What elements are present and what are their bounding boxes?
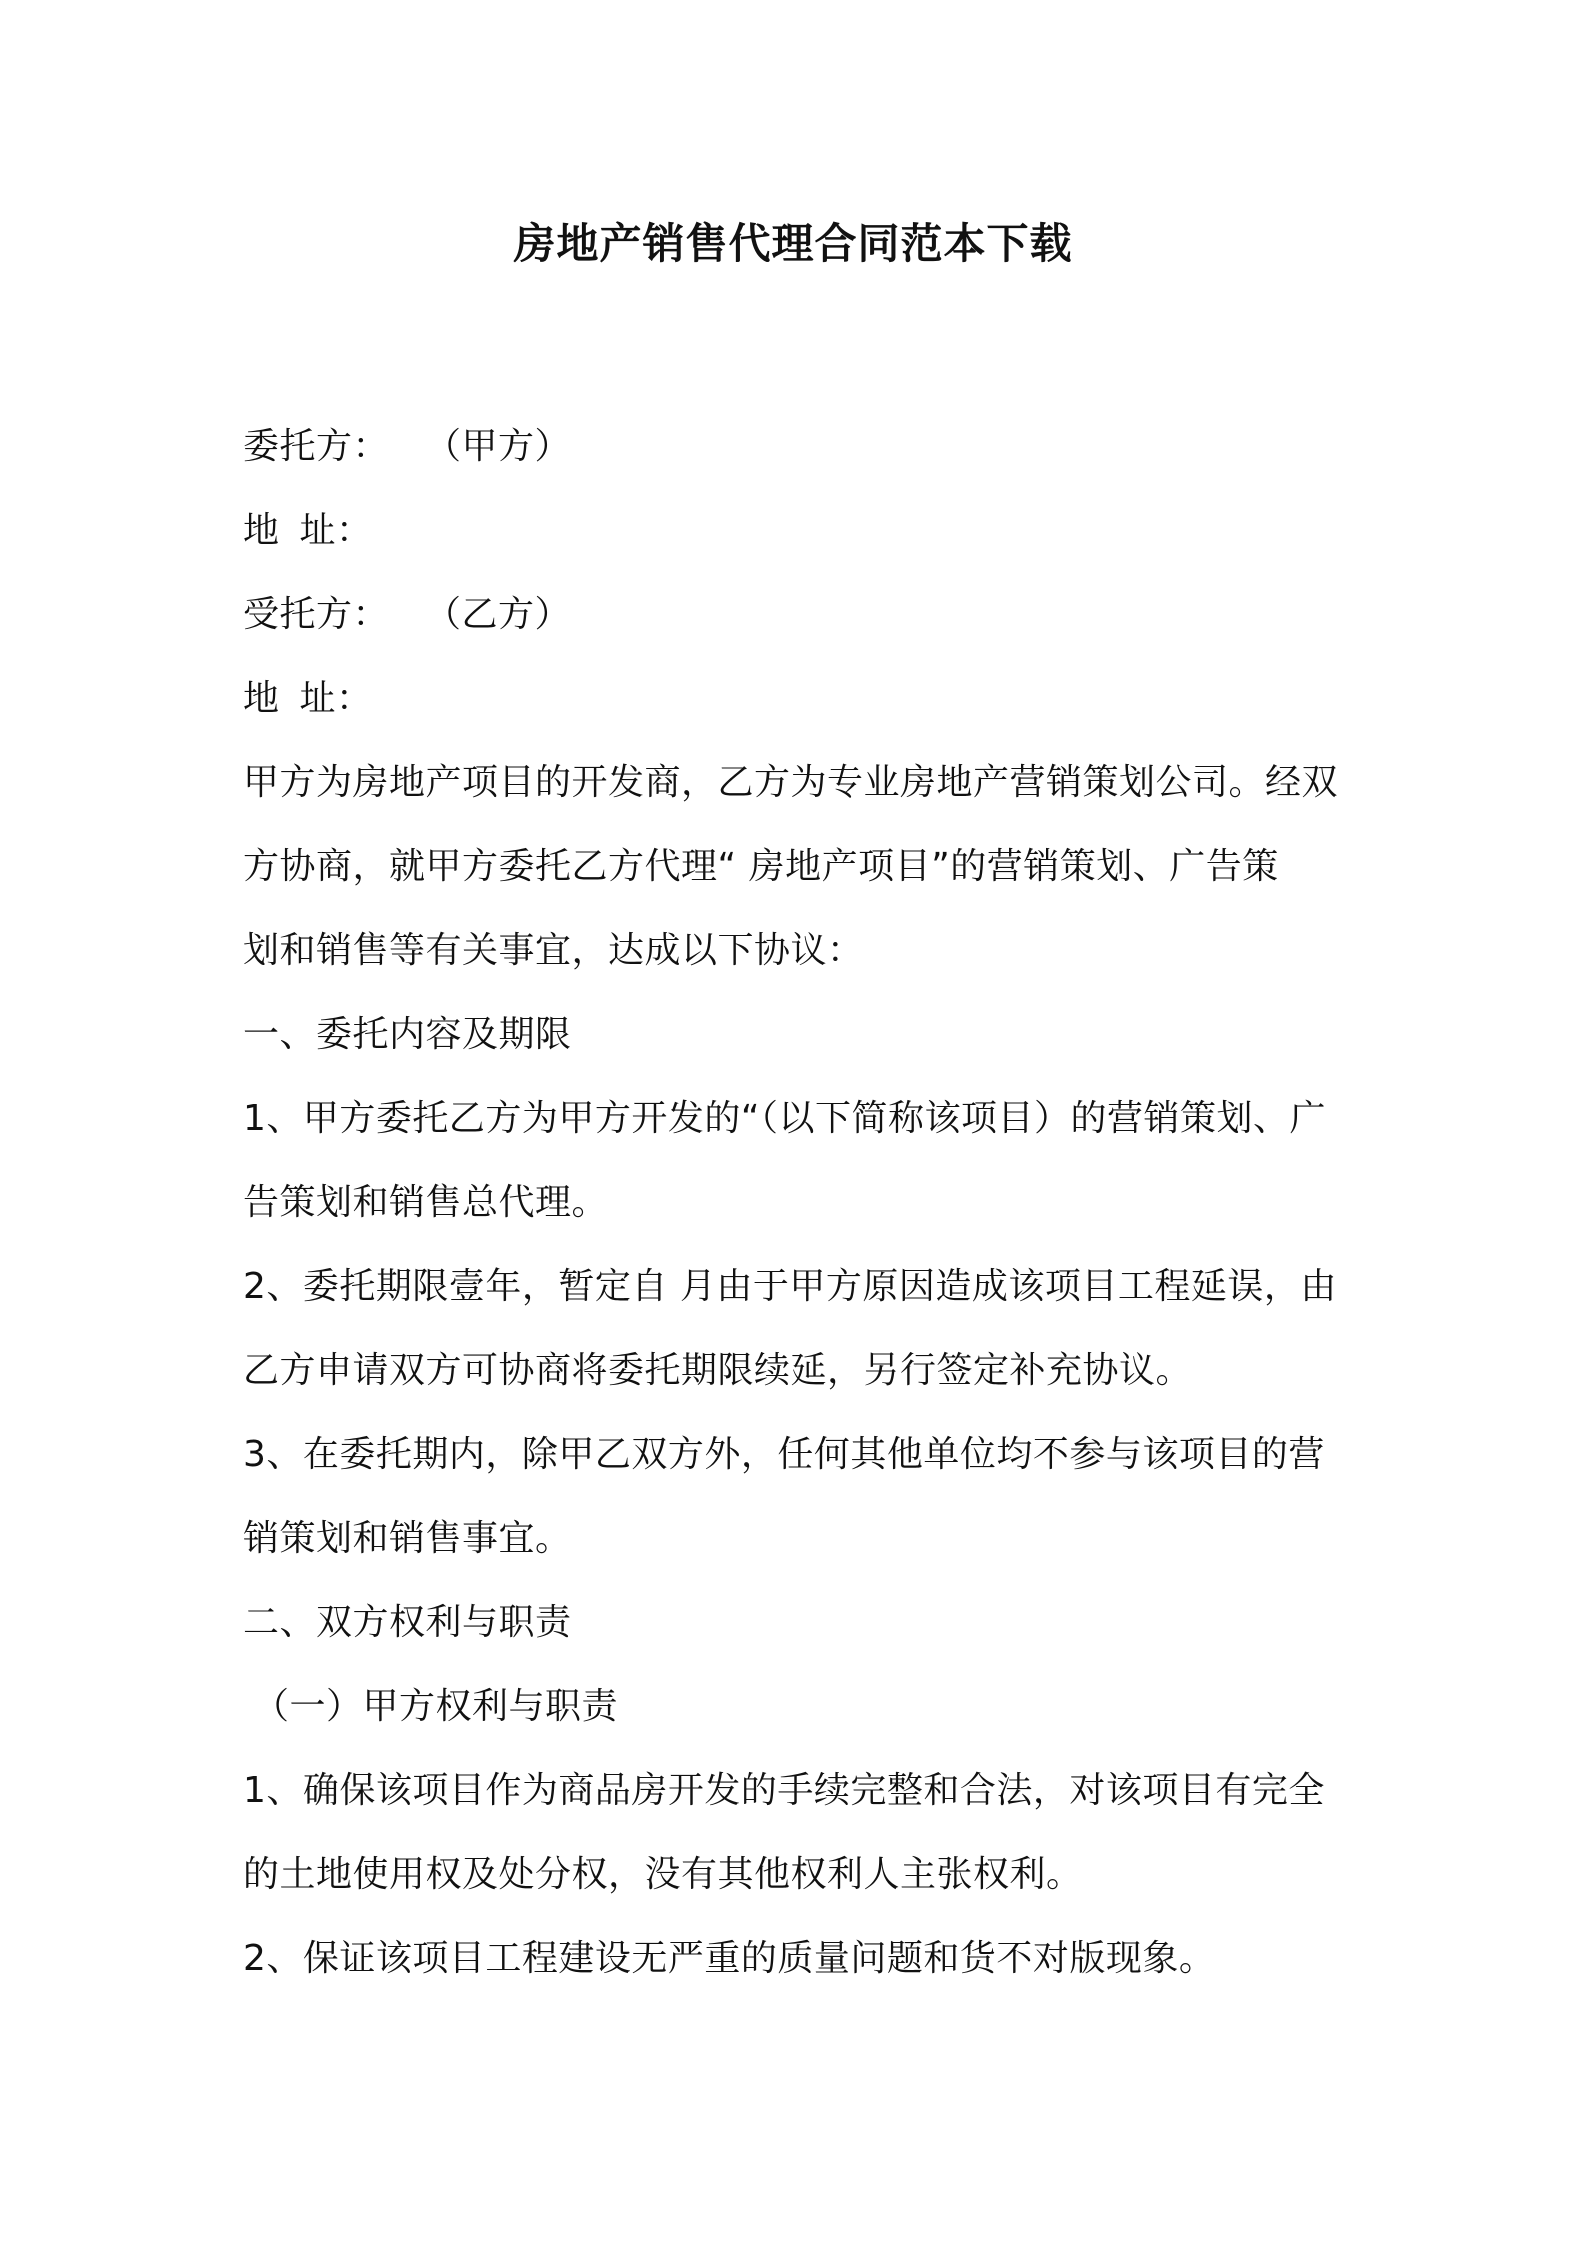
- party-b-line: [243, 573, 1363, 657]
- clause-line: 乙方申请双方可协商将委托期限续延，另行签定补充协议。: [243, 1350, 1193, 1391]
- party-b-role: （乙方）: [425, 594, 572, 635]
- subsection-heading: （一）甲方权利与职责: [253, 1686, 619, 1727]
- party-a-line: [243, 405, 1363, 489]
- clause-line: 2、保证该项目工程建设无严重的质量问题和货不对版现象。: [243, 1938, 1216, 1979]
- clause-line: 1、确保该项目作为商品房开发的手续完整和合法，对该项目有完全: [243, 1770, 1325, 1811]
- intro-line: 划和销售等有关事宜，达成以下协议：: [243, 930, 864, 971]
- section-heading: 一、委托内容及期限: [243, 1014, 572, 1055]
- document-body: [243, 405, 1363, 2001]
- clause-line: 告策划和销售总代理。: [243, 1182, 609, 1223]
- party-a-label: 委托方：: [243, 426, 390, 467]
- document-title: 房地产销售代理合同范本下载: [513, 219, 1073, 268]
- address-label-part2: 址：: [299, 510, 373, 551]
- clause-line: 的土地使用权及处分权，没有其他权利人主张权利。: [243, 1854, 1083, 1895]
- address-label-part1: 地: [243, 678, 280, 719]
- party-a-address-line: [243, 489, 1363, 573]
- party-b-address-line: [243, 657, 1363, 741]
- section-heading: 二、双方权利与职责: [243, 1602, 572, 1643]
- clause-line: 1、甲方委托乙方为甲方开发的“（以下简称该项目）的营销策划、广: [243, 1098, 1327, 1139]
- clause-line: 销策划和销售事宜。: [243, 1518, 572, 1559]
- address-label-part2: 址：: [299, 678, 373, 719]
- address-label-part1: 地: [243, 510, 280, 551]
- intro-line: 甲方为房地产项目的开发商，乙方为专业房地产营销策划公司。经双: [243, 762, 1339, 803]
- party-a-role: （甲方）: [425, 426, 572, 467]
- intro-line: 方协商，就甲方委托乙方代理“ 房地产项目”的营销策划、广告策: [243, 846, 1279, 887]
- party-b-label: 受托方：: [243, 594, 390, 635]
- clause-line: 2、委托期限壹年，暂定自 月由于甲方原因造成该项目工程延误，由: [243, 1266, 1337, 1307]
- clause-line: 3、在委托期内，除甲乙双方外，任何其他单位均不参与该项目的营: [243, 1434, 1325, 1475]
